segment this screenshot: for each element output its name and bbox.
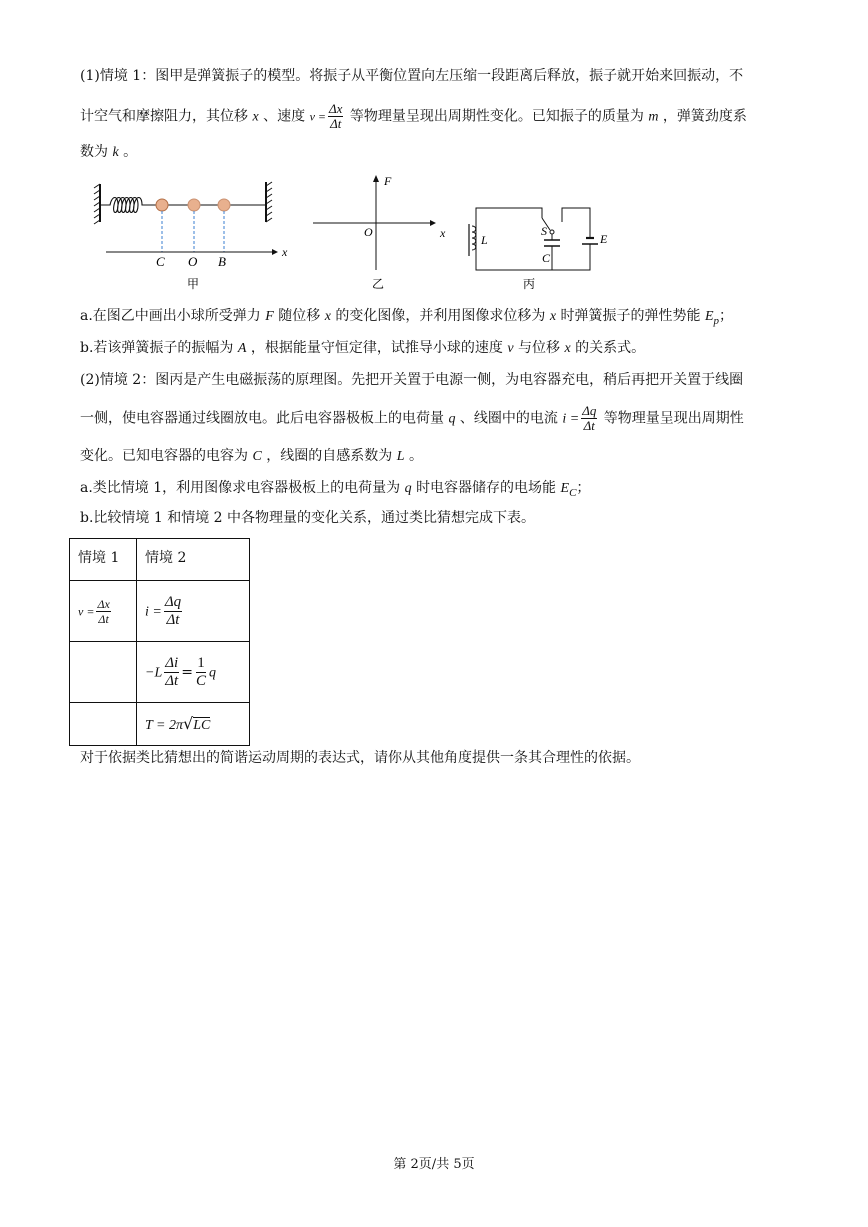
var-x: x bbox=[564, 341, 571, 356]
var-v: v = bbox=[309, 109, 327, 124]
label-C: C bbox=[156, 254, 165, 269]
frac-num: Δx bbox=[329, 101, 343, 116]
battery-wire-top bbox=[562, 208, 590, 238]
question-2b bbox=[80, 508, 535, 528]
question-1a bbox=[80, 306, 733, 331]
var-m: m bbox=[648, 109, 659, 125]
var-i: i = bbox=[562, 411, 580, 427]
label-F: F bbox=[384, 174, 392, 188]
var-Ep: E bbox=[704, 309, 714, 324]
var-q: q bbox=[404, 481, 412, 496]
figures-svg bbox=[90, 170, 630, 292]
question-1b bbox=[80, 338, 645, 359]
text-span: 时弹簧振子的弹性势能 bbox=[560, 308, 701, 324]
label-O-yi: O bbox=[364, 225, 373, 239]
text-span: b.若该弹簧振子的振幅为 bbox=[80, 340, 234, 356]
inductor-coil bbox=[472, 226, 476, 250]
frac-den: Δt bbox=[583, 418, 595, 433]
var-F: F bbox=[265, 309, 274, 324]
table-header-row bbox=[70, 539, 250, 581]
var-A: A bbox=[237, 341, 247, 356]
frac-num: Δq bbox=[164, 593, 182, 610]
ball-at-O bbox=[188, 199, 200, 211]
text-span: ，线圈的自感系数为 bbox=[266, 448, 393, 464]
scenario1-line3 bbox=[80, 142, 137, 163]
text-span: ； bbox=[719, 308, 734, 324]
cell-fraction bbox=[164, 594, 182, 629]
ball-at-C bbox=[156, 199, 168, 211]
table-cell bbox=[70, 581, 137, 642]
current-fraction bbox=[581, 404, 597, 433]
period-formula: T = 2π bbox=[145, 718, 183, 733]
text-span: 、线圈中的电流 bbox=[459, 410, 558, 427]
frac-den: Δt bbox=[166, 611, 180, 628]
text-span: 等物理量呈现出周期性 bbox=[603, 410, 744, 427]
table-header-cell: 情境 2 bbox=[137, 539, 250, 581]
scenario2-line3 bbox=[80, 446, 423, 467]
spring bbox=[100, 198, 156, 213]
text-span: 。 bbox=[408, 448, 423, 464]
var-EC-sub: C bbox=[569, 486, 577, 499]
text-span: 时电容器储存的电场能 bbox=[416, 480, 557, 496]
var-v: v bbox=[507, 341, 514, 356]
text-span: b.比较情境 1 和情境 2 中各物理量的变化关系，通过类比猜想完成下表。 bbox=[80, 510, 536, 526]
ball-at-B bbox=[218, 199, 230, 211]
label-S: S bbox=[541, 224, 547, 238]
sqrt-sign: √ bbox=[183, 714, 194, 733]
frac-num: Δx bbox=[97, 596, 110, 611]
label-L: L bbox=[481, 233, 488, 247]
table-cell bbox=[137, 581, 250, 642]
table-cell-empty bbox=[70, 642, 137, 703]
var-C: C bbox=[252, 449, 262, 464]
text-span: 的变化图像，并利用图像求位移为 bbox=[335, 308, 546, 324]
cell-fraction bbox=[96, 597, 110, 626]
table-header-cell: 情境 1 bbox=[70, 539, 137, 581]
text-span: 、速度 bbox=[263, 108, 306, 125]
var-Ep-sub: p bbox=[713, 314, 720, 327]
caption-bing: 丙 bbox=[523, 277, 536, 291]
table-row bbox=[70, 581, 250, 642]
frac-den: Δt bbox=[330, 116, 342, 131]
frac-den: C bbox=[195, 672, 206, 689]
f-axis-arrow bbox=[373, 175, 379, 182]
frac-num: Δq bbox=[582, 403, 597, 418]
table-cell-empty bbox=[70, 703, 137, 746]
closing-text: 对于依据类比猜想出的简谐运动周期的表达式，请你从其他角度提供一条其合理性的依据。 bbox=[80, 750, 640, 766]
closing-question bbox=[80, 748, 640, 768]
switch-pivot bbox=[550, 230, 554, 234]
cell-lhs: −L bbox=[145, 665, 163, 680]
scenario2-line2 bbox=[80, 404, 744, 433]
scenario2-text: (2)情境 2：图丙是产生电磁振荡的原理图。先把开关置于电源一侧，为电容器充电，稍后再把开关置于线圈 bbox=[80, 372, 744, 388]
scenario1-line1 bbox=[80, 66, 743, 86]
var-EC: E bbox=[560, 481, 570, 496]
label-C-cap: C bbox=[542, 251, 551, 265]
cell-q: q bbox=[208, 665, 216, 680]
caption-yi: 乙 bbox=[372, 277, 385, 291]
var-x: x bbox=[252, 109, 259, 125]
figure-yi bbox=[313, 174, 446, 291]
circuit-wire-top-left bbox=[476, 208, 542, 218]
frac-num: 1 bbox=[197, 654, 205, 671]
x-axis-arrow bbox=[272, 249, 278, 255]
cell-fraction bbox=[195, 655, 207, 690]
text-span: a.类比情境 1，利用图像求电容器极板上的电荷量为 bbox=[80, 480, 401, 496]
table-row bbox=[70, 642, 250, 703]
text-span: 。 bbox=[123, 144, 138, 160]
velocity-fraction bbox=[328, 102, 343, 131]
text-span: 与位移 bbox=[518, 340, 561, 356]
sqrt-radicand: LC bbox=[193, 718, 211, 733]
question-2a bbox=[80, 478, 590, 503]
figure-jia bbox=[94, 182, 288, 291]
frac-num: Δi bbox=[165, 654, 179, 671]
var-x: x bbox=[324, 309, 331, 324]
comparison-table bbox=[69, 538, 250, 746]
label-x: x bbox=[282, 245, 288, 259]
figure-bing bbox=[469, 208, 598, 270]
table-cell bbox=[137, 703, 250, 746]
cell-eq: = bbox=[181, 664, 193, 680]
text-span: ，弹簧劲度系 bbox=[662, 108, 747, 125]
label-x-yi: x bbox=[440, 226, 446, 240]
text-span: 的关系式。 bbox=[575, 340, 646, 356]
cell-lhs: i = bbox=[145, 604, 162, 619]
label-E: E bbox=[600, 232, 608, 246]
frac-den: Δt bbox=[165, 672, 179, 689]
cell-fraction bbox=[164, 655, 179, 690]
label-O: O bbox=[188, 254, 198, 269]
text-span: ； bbox=[576, 480, 591, 496]
text-span: 随位移 bbox=[278, 308, 321, 324]
var-k: k bbox=[112, 145, 119, 160]
table-cell bbox=[137, 642, 250, 703]
var-x: x bbox=[549, 309, 557, 324]
text-span: 变化。已知电容器的电容为 bbox=[80, 448, 248, 464]
text-span: a.在图乙中画出小球所受弹力 bbox=[80, 308, 261, 324]
cell-lhs: v = bbox=[78, 604, 95, 618]
text-span: 等物理量呈现出周期性变化。已知振子的质量为 bbox=[349, 108, 644, 125]
label-B: B bbox=[218, 254, 226, 269]
text-span: 数为 bbox=[80, 144, 108, 160]
scenario1-text: (1)情境 1：图甲是弹簧振子的模型。将振子从平衡位置向左压缩一段距离后释放，振子就开始来回振动，不 bbox=[80, 68, 744, 84]
text-span: 一侧，使电容器通过线圈放电。此后电容器极板上的电荷量 bbox=[80, 410, 444, 427]
table-row bbox=[70, 703, 250, 746]
text-span: 计空气和摩擦阻力，其位移 bbox=[80, 108, 248, 125]
var-L: L bbox=[396, 449, 405, 464]
battery-wire-bottom bbox=[552, 244, 590, 270]
text-span: ，根据能量守恒定律，试推导小球的速度 bbox=[250, 340, 503, 356]
x-axis-arrow-yi bbox=[430, 220, 436, 226]
caption-jia: 甲 bbox=[187, 277, 200, 291]
position-dashes bbox=[162, 211, 224, 252]
var-q: q bbox=[448, 411, 456, 427]
scenario2-line1 bbox=[80, 370, 743, 390]
frac-den: Δt bbox=[98, 611, 109, 626]
scenario1-line2 bbox=[80, 102, 747, 131]
page-footer: 第 2页/共 5页 bbox=[393, 1157, 475, 1172]
